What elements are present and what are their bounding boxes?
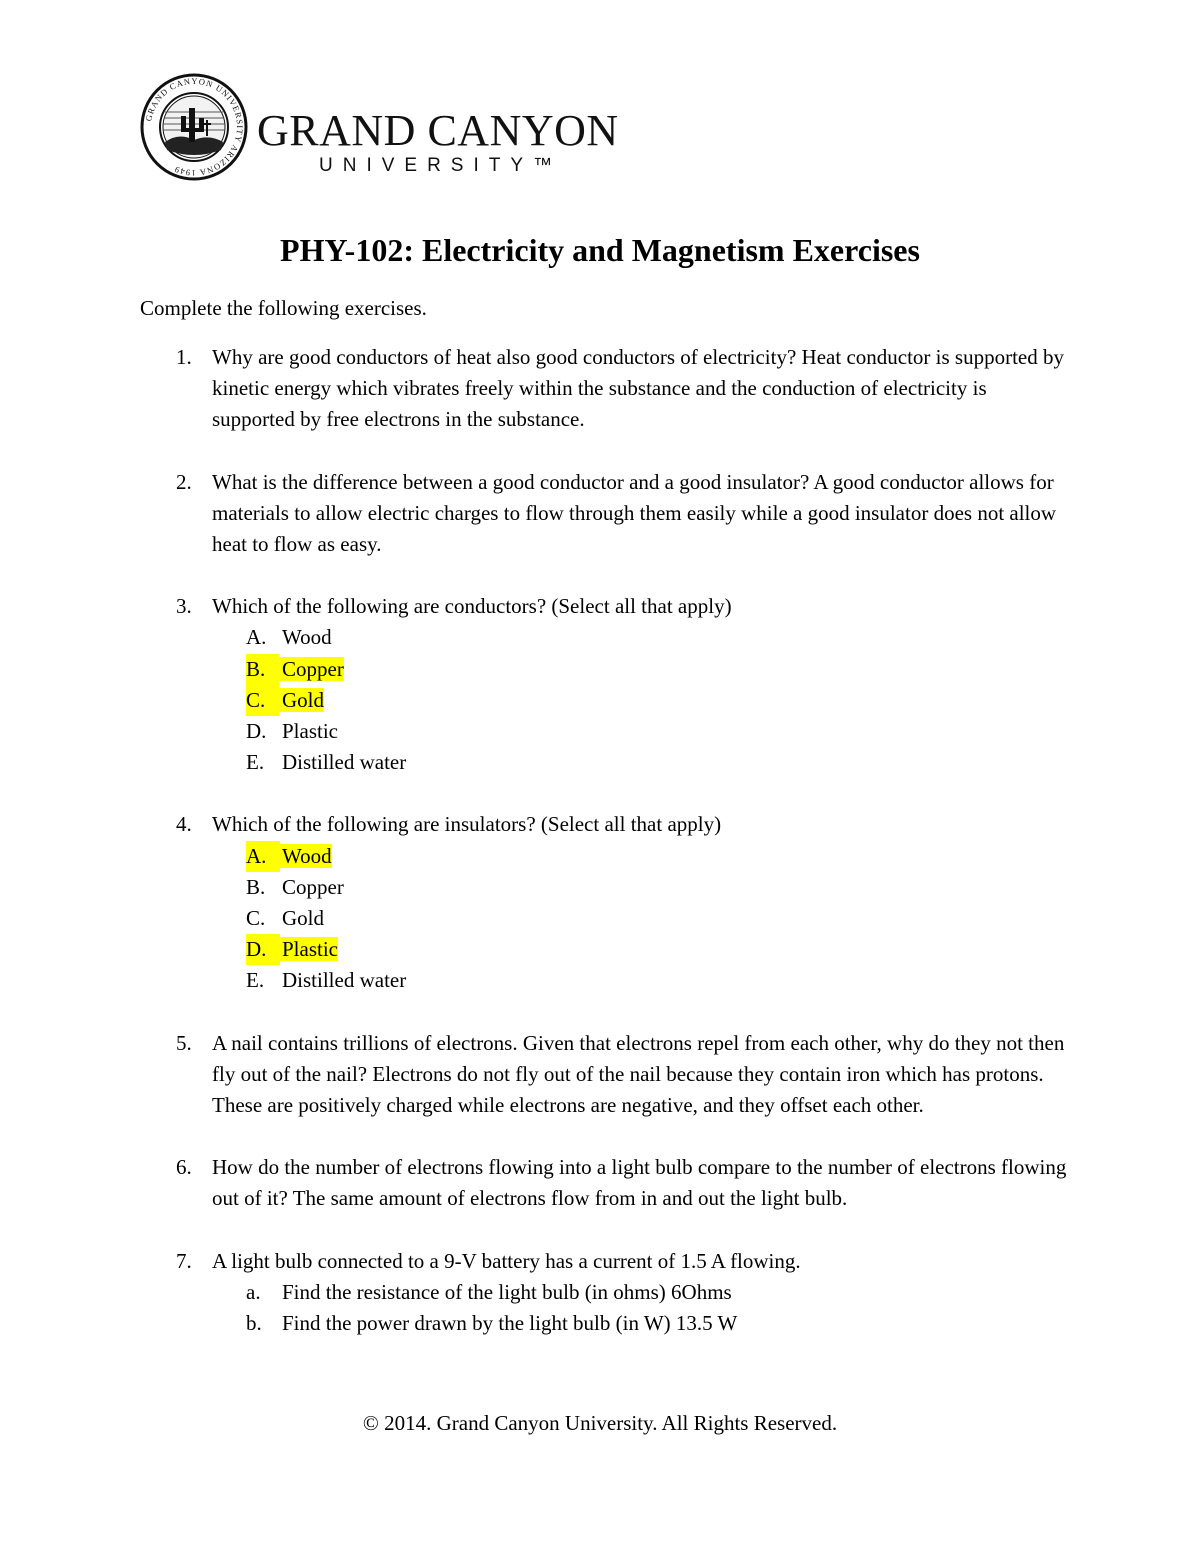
option-item [212,965,1070,996]
option-text: Wood [274,844,332,868]
option-text: Distilled water [282,968,407,993]
option-text: Copper [274,657,344,681]
option-label: A. [246,625,267,650]
intro-text: Complete the following exercises. [140,296,427,320]
question-2 [140,467,1070,561]
exercise-list [140,342,1070,1339]
sub-question-item [212,1277,1070,1308]
option-item-highlighted [212,685,1070,716]
sub-question-text: Find the resistance of the light bulb (in ohms) 6Ohms [282,1279,732,1304]
copyright-footer: © 2014. Grand Canyon University. All Rights Reserved. [362,1411,838,1435]
university-seal-icon [139,72,249,182]
option-label: E. [246,750,265,775]
option-item-highlighted [212,654,1070,685]
sub-question-label: b. [246,1311,262,1336]
question-4 [140,809,1070,996]
sub-question-list [212,1277,1070,1339]
option-item [212,622,1070,653]
option-item [212,716,1070,747]
question-number: 3. [176,594,192,619]
option-text: Plastic [282,719,338,744]
question-text: A light bulb connected to a 9-V battery has a current of 1.5 A flowing. [212,1248,801,1273]
question-text: A nail contains trillions of electrons. Given that electrons repel from each other, why do they not then fly out of the nail? Electrons do not fly out of the nail because they contain iron which has protons. These are positively charged while electrons are negative, and they offset each other. [212,1030,1065,1118]
question-number: 2. [176,469,192,494]
option-label: D. [246,934,280,965]
question-3 [140,591,1070,778]
question-number: 6. [176,1155,192,1180]
option-text: Plastic [274,937,338,961]
question-6 [140,1152,1070,1214]
question-text: Which of the following are conductors? (Select all that apply) [212,594,732,619]
option-label: D. [246,719,267,744]
option-text: Gold [282,906,324,931]
option-text: Distilled water [282,750,407,775]
option-text: Gold [274,688,324,712]
question-text: Which of the following are insulators? (Select all that apply) [212,812,722,837]
question-7 [140,1246,1070,1340]
seal-text: GRAND CANYON UNIVERSITY ARIZONA 1949 [143,75,246,179]
option-label: B. [246,654,279,685]
question-5 [140,1028,1070,1122]
option-label: E. [246,968,265,993]
option-text: Copper [282,874,344,899]
question-number: 5. [176,1030,192,1055]
option-list [212,841,1070,997]
option-label: A. [246,841,280,872]
sub-question-item [212,1308,1070,1339]
question-number: 7. [176,1248,192,1273]
option-item-highlighted [212,841,1070,872]
question-text: How do the number of electrons flowing into a light bulb compare to the number of electrons flowing out of it? The same amount of electrons flow from in and out the light bulb. [212,1155,1067,1211]
option-label: C. [246,685,279,716]
question-number: 4. [176,812,192,837]
option-item [212,872,1070,903]
option-item-highlighted [212,934,1070,965]
question-text: Why are good conductors of heat also good conductors of electricity? Heat conductor is supported by kinetic energy which vibrates freely within the substance and the conduction of electricity is supported by free electrons in the substance. [212,345,1064,432]
question-number: 1. [176,345,192,369]
option-list [212,622,1070,778]
sub-question-label: a. [246,1279,261,1304]
logo-wordmark: GRAND CANYON [257,106,619,155]
page-title: PHY-102: Electricity and Magnetism Exercises [280,232,920,268]
option-item [212,747,1070,778]
logo-subtitle: UNIVERSITY™ [319,155,563,176]
option-label: C. [246,906,266,931]
option-text: Wood [282,625,332,650]
sub-question-text: Find the power drawn by the light bulb (in W) 13.5 W [282,1311,738,1336]
question-text: What is the difference between a good conductor and a good insulator? A good conductor allows for materials to allow electric charges to flow through them easily while a good insulator does not allow heat to flow as easy. [212,469,1057,557]
option-item [212,903,1070,934]
option-label: B. [246,874,266,899]
question-1 [140,342,1070,436]
university-logo [139,72,659,192]
